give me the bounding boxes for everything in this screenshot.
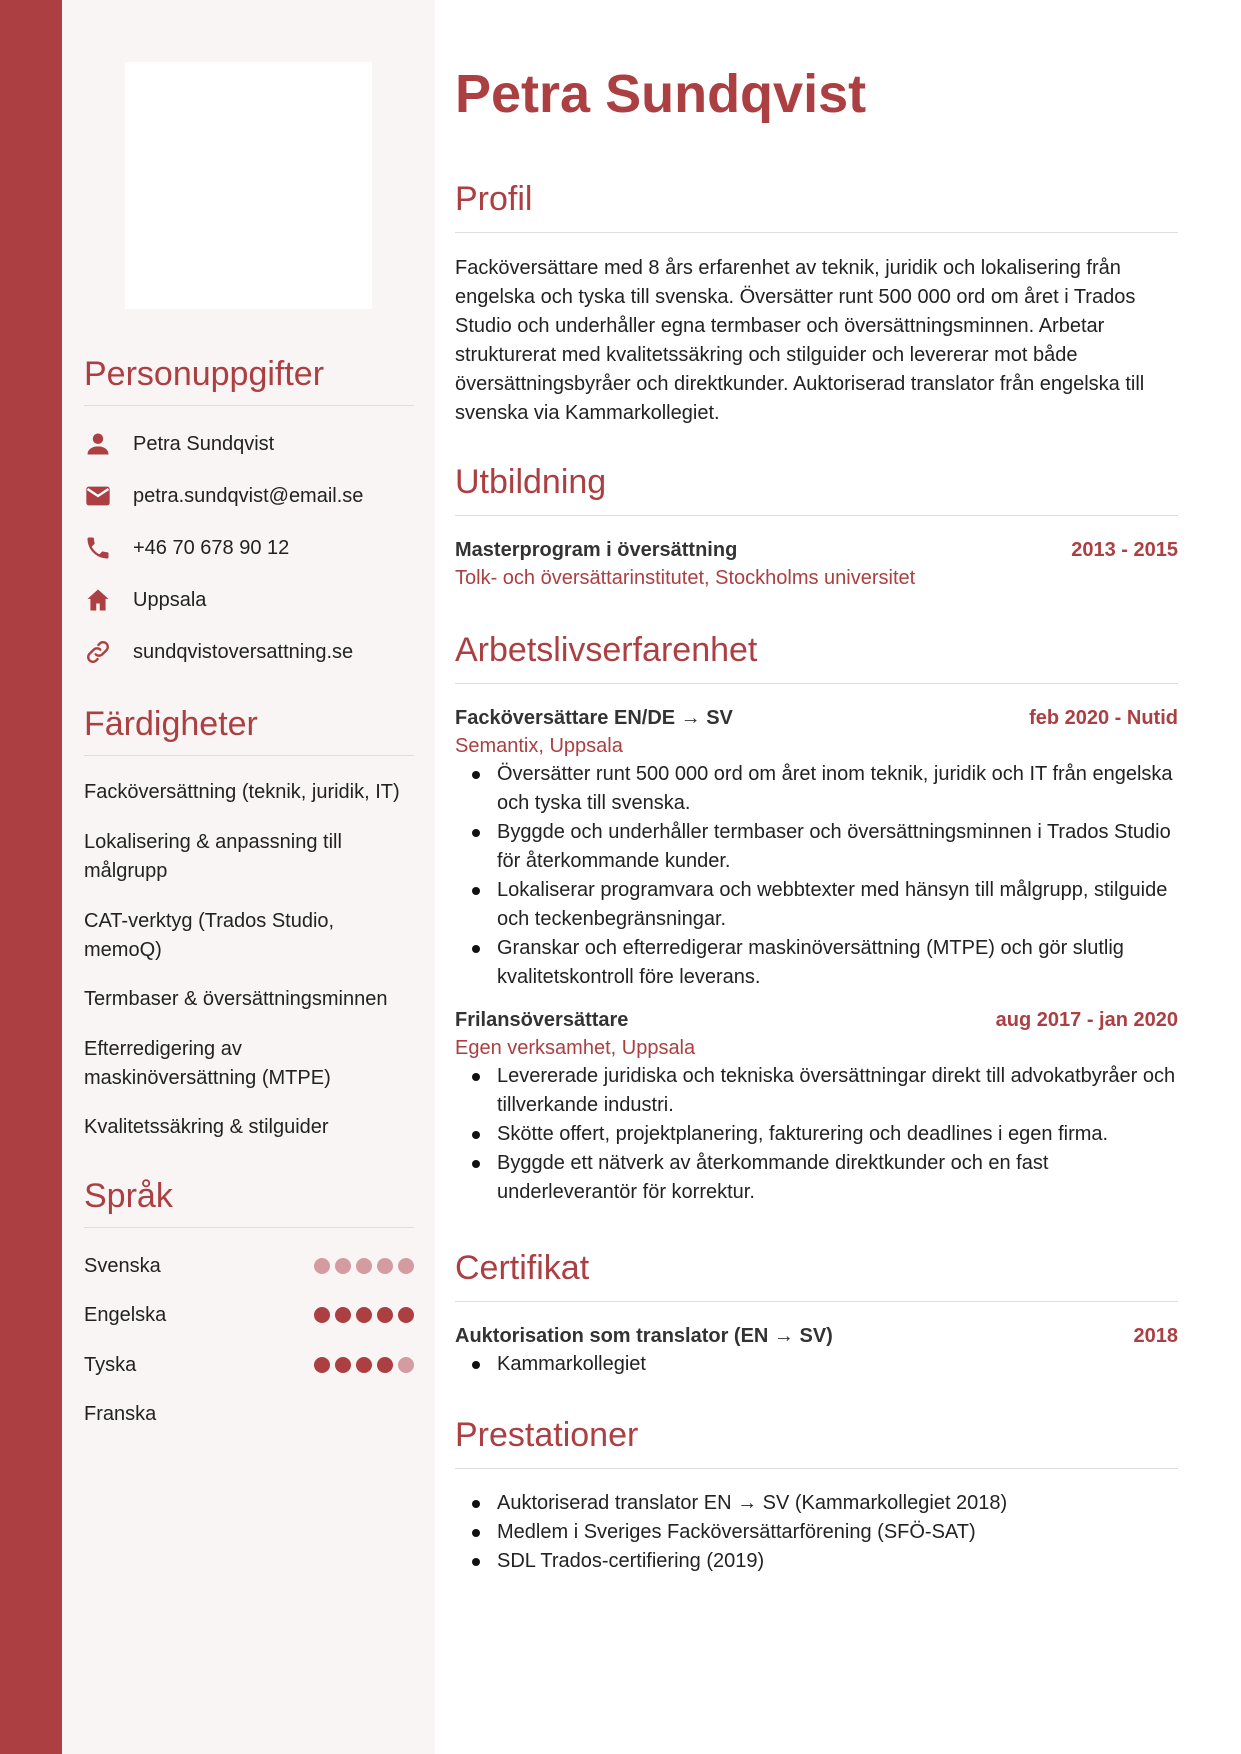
divider (84, 755, 414, 756)
list-item: SDL Trados-certifiering (2019) (455, 1547, 1178, 1576)
entry-title: Frilansöversättare (455, 1009, 629, 1031)
certificate-entry (455, 1322, 1178, 1379)
skill-item: CAT-verktyg (Trados Studio, memoQ) (84, 910, 335, 961)
contact-name-row (84, 430, 274, 458)
level-dot (356, 1258, 372, 1274)
achievements-section (455, 1418, 1178, 1576)
entry-org: Tolk- och översättarinstitutet, Stockholms universitet (455, 567, 916, 589)
level-dot (356, 1307, 372, 1323)
email-icon (84, 482, 112, 510)
languages-heading: Språk (84, 1177, 173, 1215)
contact-website-row[interactable] (84, 638, 353, 666)
list-item: Auktoriserad translator EN → SV (Kammarkollegiet 2018) (455, 1489, 1178, 1518)
level-dot (314, 1258, 330, 1274)
list-item: Levererade juridiska och tekniska översättningar direkt till advokatbyråer och tillverkande industri. (455, 1062, 1178, 1120)
phone-icon (84, 534, 112, 562)
divider (455, 232, 1178, 233)
list-item: Byggde och underhåller termbaser och översättningsminnen i Trados Studio för återkommande kunder. (455, 818, 1178, 876)
language-level (314, 1258, 414, 1274)
language-name: Tyska (84, 1353, 137, 1376)
entry-date: 2013 - 2015 (1071, 539, 1178, 561)
experience-section (455, 633, 1178, 1207)
level-dot (314, 1357, 330, 1373)
contact-email-row[interactable] (84, 482, 363, 510)
profile-text: Facköversättare med 8 års erfarenhet av teknik, juridik och lokalisering från engelska och tyska till svenska. Översätter runt 500 000 ord om året i Trados Studio och underhåller egna termbaser och översättningsminnen. Arbetar strukturerat med kvalitetssäkring och stilguider och levererar mot både översättningsbyråer och direktkunder. Auktoriserad translator från engelska till svenska via Kammarkollegiet. (455, 257, 1145, 424)
contact-location-row (84, 586, 206, 614)
level-dot (377, 1357, 393, 1373)
entry-bullets (455, 1350, 1178, 1379)
education-section (455, 465, 1178, 592)
divider (455, 683, 1178, 684)
experience-heading: Arbetslivserfarenhet (455, 631, 758, 669)
home-icon (84, 586, 112, 614)
certificates-heading: Certifikat (455, 1249, 590, 1287)
language-name: Svenska (84, 1254, 161, 1277)
list-item: Lokaliserar programvara och webbtexter med hänsyn till målgrupp, stilguide och teckenbegränsningar. (455, 876, 1178, 934)
list-item: Översätter runt 500 000 ord om året inom teknik, juridik och IT från engelska och tyska till svenska. (455, 760, 1178, 818)
level-dot (377, 1258, 393, 1274)
list-item: Granskar och efterredigerar maskinöversättning (MTPE) och gör slutlig kvalitetskontroll före leverans. (455, 934, 1178, 992)
profile-photo (125, 62, 372, 309)
profile-heading: Profil (455, 180, 533, 218)
divider (455, 515, 1178, 516)
level-dot (377, 1307, 393, 1323)
divider (84, 405, 414, 406)
skills-heading: Färdigheter (84, 705, 258, 743)
skill-item: Termbaser & översättningsminnen (84, 988, 388, 1010)
experience-entry (455, 704, 1178, 992)
language-row (84, 1400, 414, 1428)
link-icon (84, 638, 112, 666)
education-entry (455, 536, 1178, 592)
skill-item: Kvalitetssäkring & stilguider (84, 1116, 329, 1138)
entry-bullets (455, 760, 1178, 992)
divider (455, 1301, 1178, 1302)
list-item: Skötte offert, projektplanering, fakturering och deadlines i egen firma. (455, 1120, 1178, 1149)
contact-website[interactable]: sundqvistoversattning.se (133, 640, 354, 663)
entry-org: Semantix, Uppsala (455, 735, 623, 757)
language-name: Engelska (84, 1303, 167, 1326)
level-dot (335, 1307, 351, 1323)
experience-entry (455, 1006, 1178, 1207)
languages-section (84, 1179, 414, 1228)
divider (455, 1468, 1178, 1469)
level-dot (398, 1307, 414, 1323)
achievements-list (455, 1489, 1178, 1576)
skills-section (84, 707, 414, 756)
level-dot (314, 1307, 330, 1323)
language-level (314, 1307, 414, 1323)
profile-section (455, 182, 1178, 428)
level-dot (398, 1357, 414, 1373)
entry-title: Masterprogram i översättning (455, 539, 738, 561)
entry-date: feb 2020 - Nutid (1029, 707, 1178, 729)
level-dot (335, 1258, 351, 1274)
list-item: Medlem i Sveriges Facköversättarförening (SFÖ-SAT) (455, 1518, 1178, 1547)
skill-item: Facköversättning (teknik, juridik, IT) (84, 781, 400, 803)
entry-title: Auktorisation som translator (EN → SV) (455, 1325, 833, 1347)
certificates-section (455, 1251, 1178, 1379)
achievements-heading: Prestationer (455, 1416, 639, 1454)
language-level (314, 1357, 414, 1373)
language-name: Franska (84, 1402, 157, 1425)
language-row (84, 1351, 414, 1379)
contact-name: Petra Sundqvist (133, 432, 275, 455)
list-item: Byggde ett nätverk av återkommande direktkunder och en fast underleverantör för korrektur. (455, 1149, 1178, 1207)
entry-bullets (455, 1062, 1178, 1207)
personal-section (84, 357, 414, 406)
skill-item: Efterredigering av maskinöversättning (MTPE) (84, 1038, 331, 1089)
contact-phone[interactable]: +46 70 678 90 12 (133, 536, 290, 559)
divider (84, 1227, 414, 1228)
level-dot (398, 1258, 414, 1274)
contact-phone-row[interactable] (84, 534, 289, 562)
contact-location: Uppsala (133, 588, 207, 611)
personal-heading: Personuppgifter (84, 355, 325, 393)
person-icon (84, 430, 112, 458)
level-dot (335, 1357, 351, 1373)
language-row (84, 1252, 414, 1280)
entry-date: 2018 (1133, 1325, 1178, 1347)
entry-title: Facköversättare EN/DE → SV (455, 707, 733, 729)
level-dot (356, 1357, 372, 1373)
accent-bar (0, 0, 62, 1754)
education-heading: Utbildning (455, 463, 607, 501)
list-item: Kammarkollegiet (455, 1350, 1178, 1379)
skill-item: Lokalisering & anpassning till målgrupp (84, 831, 342, 882)
language-row (84, 1301, 414, 1329)
contact-email[interactable]: petra.sundqvist@email.se (133, 484, 364, 507)
entry-org: Egen verksamhet, Uppsala (455, 1037, 696, 1059)
candidate-name: Petra Sundqvist (455, 64, 867, 124)
entry-date: aug 2017 - jan 2020 (995, 1009, 1178, 1031)
